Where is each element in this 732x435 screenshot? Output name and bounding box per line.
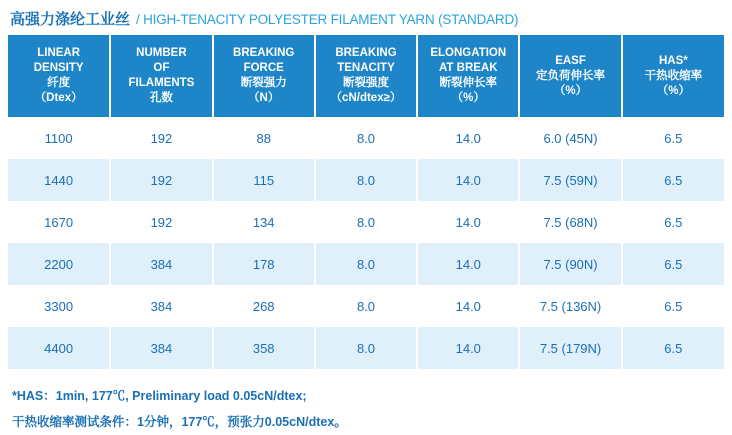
cell-linear-density: 1100 xyxy=(8,117,110,159)
cell-breaking-tenacity: 8.0 xyxy=(315,201,417,243)
footnote-en: *HAS：1min, 177℃, Preliminary load 0.05cN/dtex; xyxy=(12,389,307,403)
footnotes xyxy=(8,369,724,435)
column-header-line-4: （Dtex） xyxy=(34,92,83,104)
cell-number-of-filaments: 384 xyxy=(110,327,212,369)
column-header-line-1: NUMBER xyxy=(136,47,187,59)
column-header-has xyxy=(622,35,724,117)
cell-breaking-tenacity: 8.0 xyxy=(315,243,417,285)
cell-breaking-force: 88 xyxy=(213,117,315,159)
column-header-breaking-force xyxy=(213,35,315,117)
cell-has: 6.5 xyxy=(622,327,724,369)
cell-breaking-force: 134 xyxy=(213,201,315,243)
specification-table xyxy=(8,35,724,369)
column-header-line-4: （cN/dtex≥） xyxy=(330,92,402,104)
column-header-line-2: AT BREAK xyxy=(438,62,498,74)
column-header-line-3: FILAMENTS xyxy=(128,77,195,89)
column-header-line-4: （N） xyxy=(248,92,280,104)
column-header-line-3: 断裂强力 xyxy=(240,77,287,89)
cell-elongation-at-break: 14.0 xyxy=(417,327,519,369)
table-row xyxy=(8,117,724,159)
cell-elongation-at-break: 14.0 xyxy=(417,285,519,327)
column-header-line-1: BREAKING xyxy=(233,47,295,59)
cell-number-of-filaments: 192 xyxy=(110,201,212,243)
column-header-breaking-tenacity xyxy=(315,35,417,117)
cell-breaking-tenacity: 8.0 xyxy=(315,117,417,159)
table-row xyxy=(8,201,724,243)
table-row xyxy=(8,159,724,201)
column-header-line-4: （%） xyxy=(656,84,690,97)
cell-linear-density: 3300 xyxy=(8,285,110,327)
column-header-line-3: 纤度 xyxy=(47,77,71,89)
column-header-line-1: HAS* xyxy=(658,54,688,67)
cell-easf: 7.5 (59N) xyxy=(519,159,621,201)
footnote-cn: 干热收缩率测试条件：1分钟，177℃，预张力0.05cN/dtex。 xyxy=(12,415,347,429)
column-header-line-3: 定负荷伸长率 xyxy=(536,69,606,82)
column-header-line-2: TENACITY xyxy=(337,62,395,74)
cell-breaking-force: 115 xyxy=(213,159,315,201)
column-header-line-4: （%） xyxy=(451,92,485,104)
cell-elongation-at-break: 14.0 xyxy=(417,117,519,159)
page-title xyxy=(8,6,724,35)
table-row xyxy=(8,285,724,327)
page-title-cn: 高强力涤纶工业丝 xyxy=(10,11,131,28)
cell-has: 6.5 xyxy=(622,117,724,159)
column-header-line-1: EASF xyxy=(555,54,586,67)
cell-breaking-force: 268 xyxy=(213,285,315,327)
cell-breaking-tenacity: 8.0 xyxy=(315,327,417,369)
column-header-line-1: LINEAR xyxy=(37,47,81,59)
page-title-en: / HIGH-TENACITY POLYESTER FILAMENT YARN (STANDARD) xyxy=(136,12,519,27)
column-header-number-of-filaments xyxy=(110,35,212,117)
column-header-line-4: （%） xyxy=(553,84,588,97)
cell-breaking-force: 358 xyxy=(213,327,315,369)
cell-has: 6.5 xyxy=(622,285,724,327)
table-body xyxy=(8,117,724,369)
cell-has: 6.5 xyxy=(622,243,724,285)
table-row xyxy=(8,243,724,285)
column-header-line-1: BREAKING xyxy=(335,47,397,59)
table-header xyxy=(8,35,724,117)
cell-linear-density: 2200 xyxy=(8,243,110,285)
column-header-line-4: 孔数 xyxy=(149,92,173,104)
column-header-line-1: ELONGATION xyxy=(430,47,507,59)
column-header-line-3: 断裂伸长率 xyxy=(439,77,498,89)
column-header-line-3: 断裂强度 xyxy=(342,77,389,89)
cell-linear-density: 1670 xyxy=(8,201,110,243)
table-row xyxy=(8,327,724,369)
cell-easf: 6.0 (45N) xyxy=(519,117,621,159)
column-header-line-2: DENSITY xyxy=(33,62,84,74)
cell-easf: 7.5 (136N) xyxy=(519,285,621,327)
cell-elongation-at-break: 14.0 xyxy=(417,159,519,201)
cell-has: 6.5 xyxy=(622,201,724,243)
cell-elongation-at-break: 14.0 xyxy=(417,201,519,243)
cell-breaking-tenacity: 8.0 xyxy=(315,159,417,201)
column-header-linear-density xyxy=(8,35,110,117)
cell-number-of-filaments: 384 xyxy=(110,243,212,285)
column-header-line-2: FORCE xyxy=(243,62,284,74)
cell-easf: 7.5 (68N) xyxy=(519,201,621,243)
cell-easf: 7.5 (90N) xyxy=(519,243,621,285)
cell-breaking-tenacity: 8.0 xyxy=(315,285,417,327)
column-header-elongation-at-break xyxy=(417,35,519,117)
cell-has: 6.5 xyxy=(622,159,724,201)
cell-number-of-filaments: 384 xyxy=(110,285,212,327)
column-header-line-2: OF xyxy=(153,62,170,74)
cell-elongation-at-break: 14.0 xyxy=(417,243,519,285)
cell-number-of-filaments: 192 xyxy=(110,159,212,201)
column-header-line-3: 干热收缩率 xyxy=(644,69,703,82)
cell-linear-density: 4400 xyxy=(8,327,110,369)
cell-linear-density: 1440 xyxy=(8,159,110,201)
table-header-row xyxy=(8,35,724,117)
cell-breaking-force: 178 xyxy=(213,243,315,285)
cell-number-of-filaments: 192 xyxy=(110,117,212,159)
cell-easf: 7.5 (179N) xyxy=(519,327,621,369)
column-header-easf xyxy=(519,35,621,117)
